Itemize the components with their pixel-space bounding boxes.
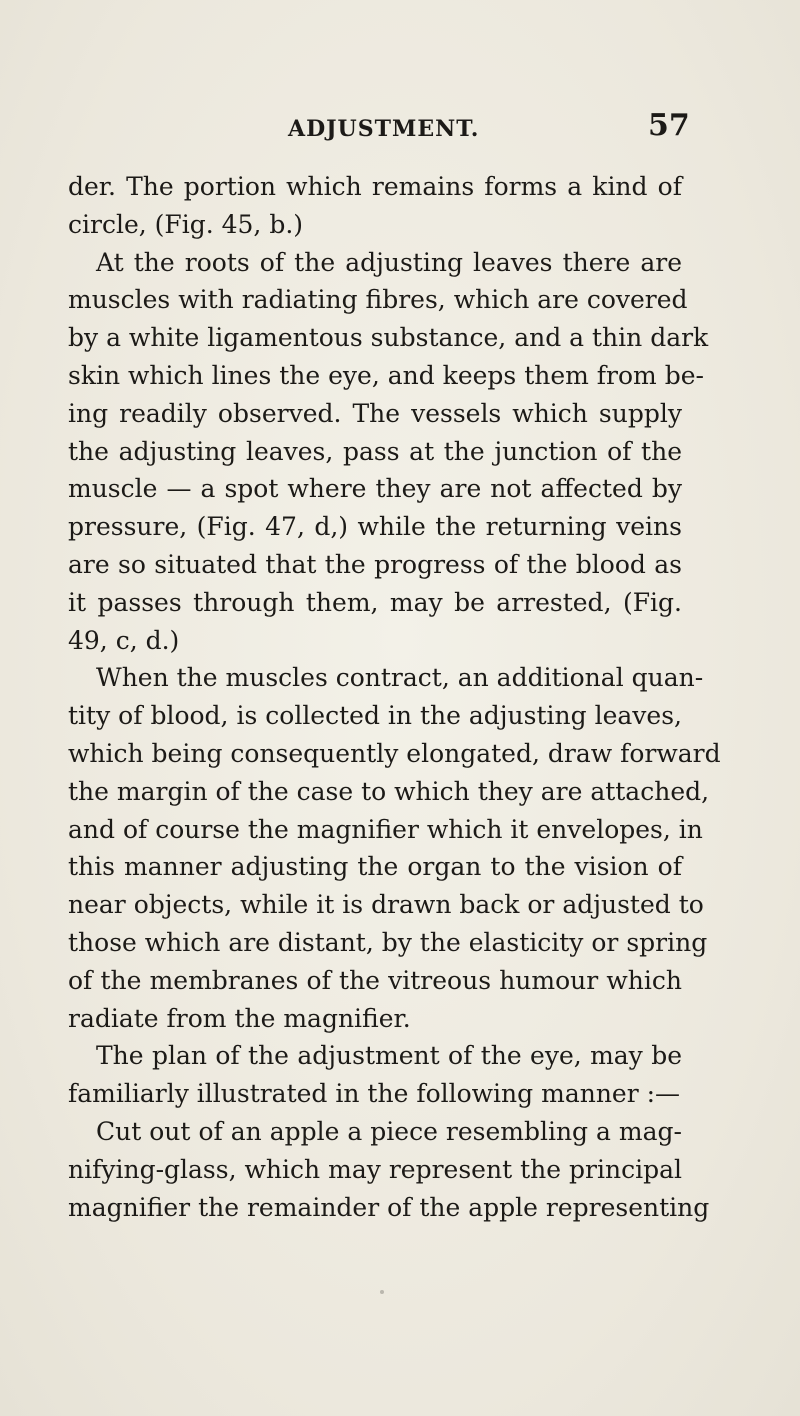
text-line: ing readily observed. The vessels which supply [68,398,682,428]
text-line: it passes through them, may be arrested, (Fig. [68,587,682,617]
text-line: those which are distant, by the elasticity or spring [68,927,708,957]
text-line: are so situated that the progress of the blood as [68,549,682,579]
text-line: Cut out of an apple a piece resembling a mag- [96,1116,682,1146]
text-line: this manner adjusting the organ to the vision of [68,852,682,882]
text-line: tity of blood, is collected in the adjusting leaves, [68,701,682,731]
running-head [0,108,800,146]
text-line: magnifier the remainder of the apple representing [68,1192,710,1222]
text-line: The plan of the adjustment of the eye, may be [96,1041,682,1071]
text-line: the adjusting leaves, pass at the junction of the [68,436,682,466]
text-line: At the roots of the adjusting leaves there are [96,247,682,277]
text-line: by a white ligamentous substance, and a thin dark [68,323,709,353]
body-text [68,168,721,1226]
text-line: muscle — a spot where they are not affected by [68,474,682,504]
text-line: circle, (Fig. 45, b.) [68,209,304,239]
running-head-title: ADJUSTMENT. [288,116,480,142]
text-line: near objects, while it is drawn back or adjusted to [68,890,704,920]
text-line: familiarly illustrated in the following manner :— [68,1079,681,1109]
text-line: When the muscles contract, an additional quan- [96,663,704,693]
text-line: pressure, (Fig. 47, d,) while the returning veins [68,512,682,542]
text-line: skin which lines the eye, and keeps them from be- [68,360,704,390]
text-line: the margin of the case to which they are attached, [68,776,710,806]
text-line: der. The portion which remains forms a kind of [68,172,682,201]
paper-speck [380,1290,384,1294]
text-line: radiate from the magnifier. [68,1003,411,1033]
text-line: which being consequently elongated, draw forward [68,738,721,768]
text-line: of the membranes of the vitreous humour which [68,965,682,995]
text-line: 49, c, d.) [68,625,180,655]
text-line: and of course the magnifier which it envelopes, in [68,814,703,844]
text-line: nifying-glass, which may represent the principal [68,1154,682,1184]
page-number: 57 [648,108,690,143]
text-line: muscles with radiating fibres, which are covered [68,285,688,315]
